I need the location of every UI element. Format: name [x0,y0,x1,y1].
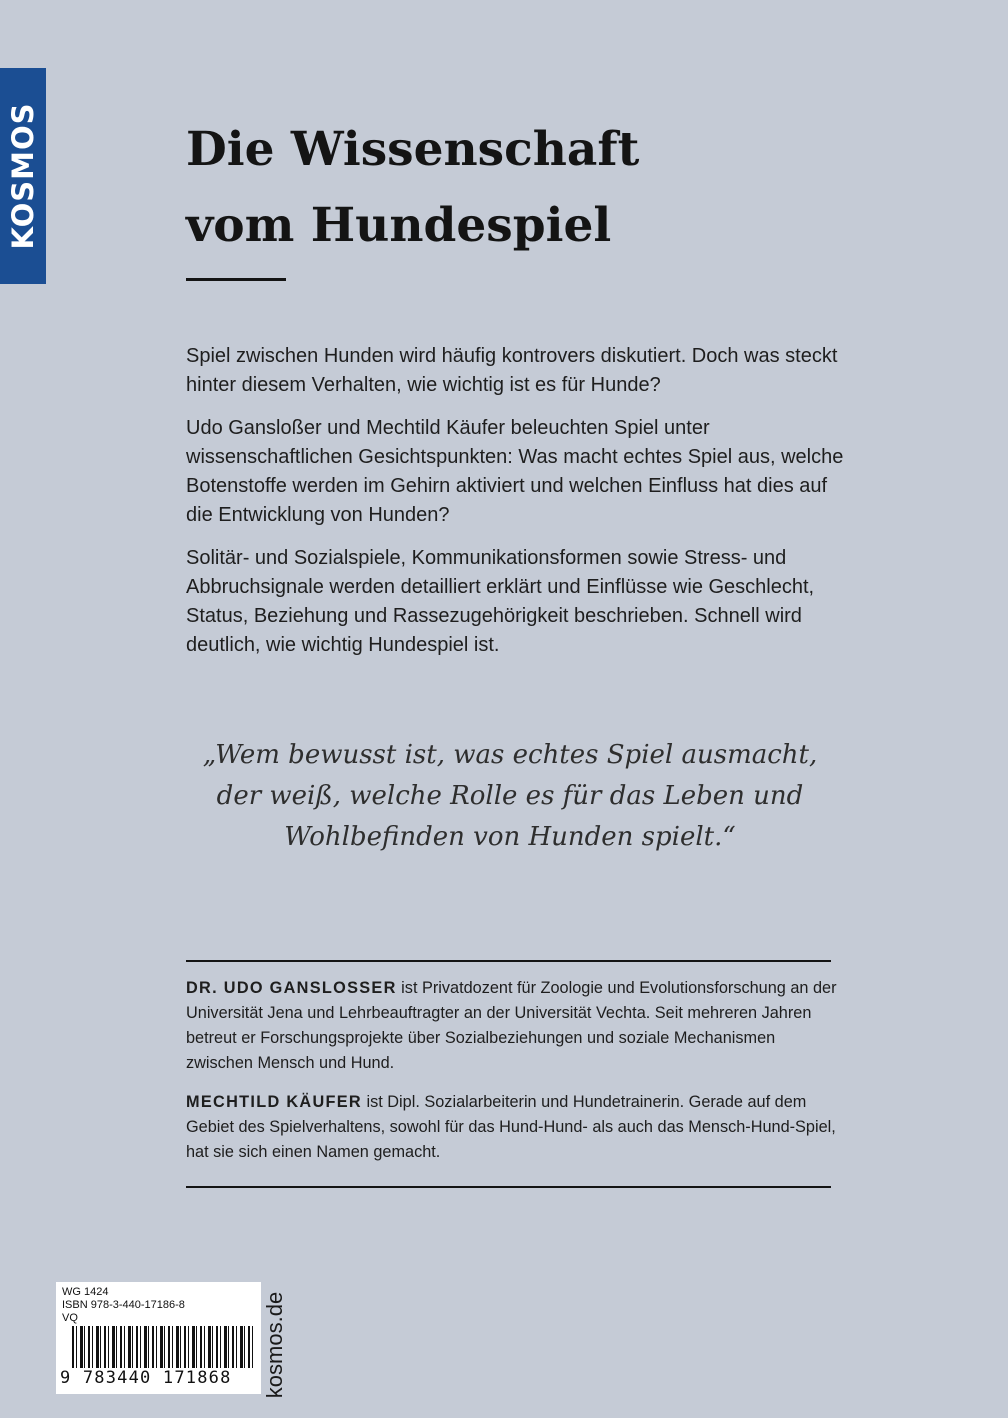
kosmos-logo: KOSMOS [6,102,40,250]
vq-code: VQ [62,1312,78,1324]
publisher-website: kosmos.de [262,1291,287,1399]
book-title [186,112,639,264]
intro-paragraph: Solitär- und Sozialspiele, Kommunikationsformen sowie Stress- und Abbruchsignale werden detailliert erklärt und Einflüsse wie Geschlecht, Status, Beziehung und Rassezugehörigkeit beschrieben. Schnell wird deutlich, wie wichtig Hundespiel ist. [186,547,815,656]
title-divider [186,278,286,281]
author-bio [186,1090,846,1165]
barcode-bars [72,1326,256,1368]
intro-paragraph: Spiel zwischen Hunden wird häufig kontrovers diskutiert. Doch was steckt hinter diesem Verhalten, wie wichtig ist es für Hunde? [186,345,838,396]
isbn-barcode-label [56,1282,261,1394]
author-section-bottom-rule [186,1186,831,1188]
wg-code: WG 1424 [62,1286,109,1298]
barcode-digits: 9 783440 171868 [60,1368,232,1388]
publisher-logo-tab [0,68,46,284]
quote-line-3: Wohlbefinden von Hunden spielt.“ [284,822,736,852]
author-bio [186,976,846,1076]
author-name: MECHTILD KÄUFER [186,1093,362,1111]
author-description: ist Dipl. Sozialarbeiterin und Hundetrainerin. Gerade auf dem Gebiet des Spielverhaltens, sowohl für das Hund-Hund- als auch das Mensch-Hund-Spiel, hat sie sich einen Namen gemacht. [186,1093,836,1161]
book-title-line-2: vom Hundespiel [186,198,612,253]
isbn-number: ISBN 978-3-440-17186-8 [62,1299,185,1311]
author-description: ist Privatdozent für Zoologie und Evolutionsforschung an der Universität Jena und Lehrbeauftragter an der Universität Vechta. Seit mehreren Jahren betreut er Forschungsprojekte über Sozialbeziehungen und soziale Mechanismen zwischen Mensch und Hund. [186,979,837,1072]
author-section-top-rule [186,960,831,962]
author-bios [186,976,846,1179]
pull-quote [150,735,870,858]
author-name: DR. UDO GANSLOSSER [186,979,397,997]
intro-text [186,342,846,674]
book-title-line-1: Die Wissenschaft [186,122,640,177]
quote-line-2: der weiß, welche Rolle es für das Leben und [216,781,804,811]
quote-line-1: „Wem bewusst ist, was echtes Spiel ausmacht, [202,740,818,770]
intro-paragraph: Udo Gansloßer und Mechtild Käufer beleuchten Spiel unter wissenschaftlichen Gesichtspunkten: Was macht echtes Spiel aus, welche Botenstoffe werden im Gehirn aktiviert und welchen Einfluss hat dies auf die Entwicklung von Hunden? [186,417,844,526]
